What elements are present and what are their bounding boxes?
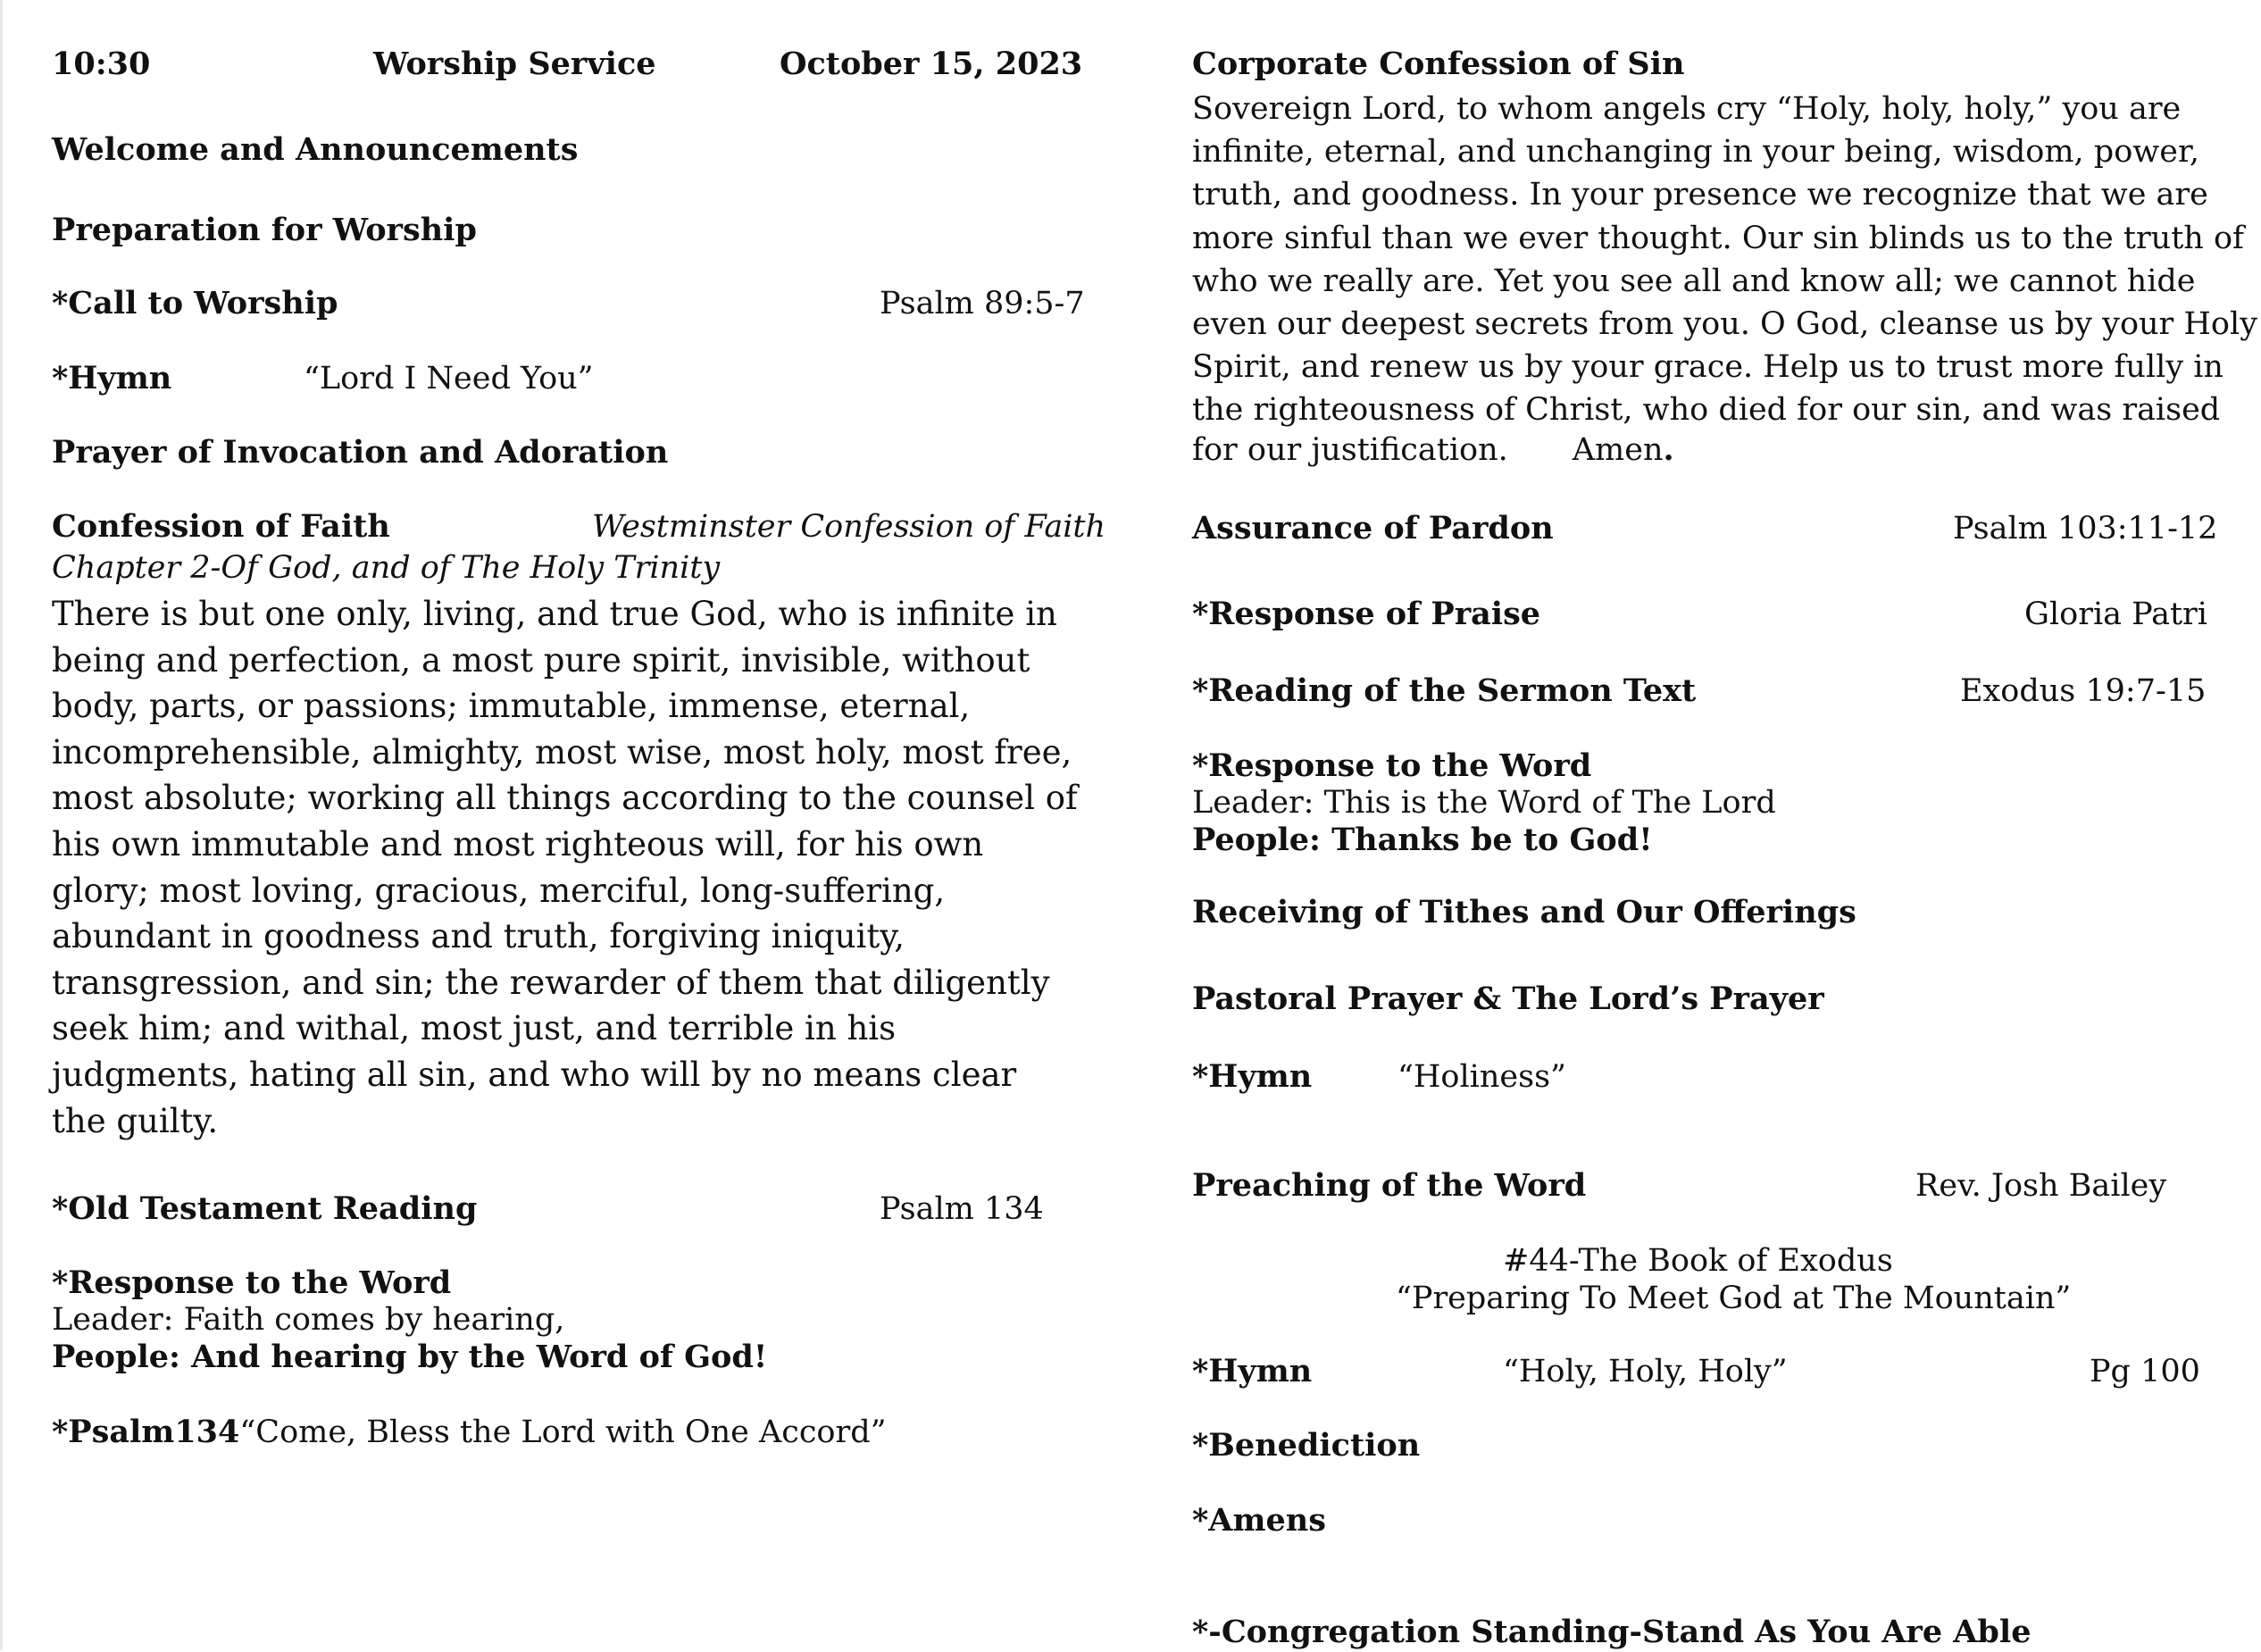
corporate-confession-text-line: the righteousness of Christ, who died for our sin, and was raised	[1192, 392, 2221, 429]
corporate-confession-last-line	[1192, 430, 1674, 470]
confession-of-faith-text-line: body, parts, or passions; immutable, immense, eternal,	[52, 687, 971, 726]
confession-of-faith-text-line: judgments, hating all sin, and who will by no means clear	[52, 1055, 1017, 1094]
confession-of-faith-text-line: being and perfection, a most pure spirit, invisible, without	[52, 640, 1030, 680]
hymn-2-title: “Holiness”	[1397, 1059, 1566, 1095]
preacher-name: Rev. Josh Bailey	[1915, 1168, 2167, 1204]
corporate-confession-final-text: for our justification.	[1192, 432, 1508, 468]
call-to-worship-ref: Psalm 89:5-7	[880, 286, 1085, 321]
response-praise-label: *Response of Praise	[1192, 596, 1541, 632]
corporate-confession-text-line: who we really are. Yet you see all and know all; we cannot hide	[1192, 263, 2196, 299]
preaching-label: Preaching of the Word	[1192, 1167, 1587, 1204]
response-1-label: *Response to the Word	[52, 1264, 452, 1301]
response-2-label: *Response to the Word	[1192, 747, 1592, 784]
response-praise-ref: Gloria Patri	[2024, 597, 2207, 632]
confession-of-faith-text-line: most absolute; working all things according to the counsel of	[52, 779, 1078, 818]
confession-of-faith-text-line: his own immutable and most righteous will, for his own	[52, 825, 984, 864]
call-to-worship-label: *Call to Worship	[52, 285, 338, 321]
page-edge	[0, 0, 3, 1650]
corporate-confession-text-line: infinite, eternal, and unchanging in your being, wisdom, power,	[1192, 134, 2199, 171]
sermon-text-label: *Reading of the Sermon Text	[1192, 672, 1697, 709]
invocation-heading: Prayer of Invocation and Adoration	[52, 434, 669, 471]
ot-reading-ref: Psalm 134	[880, 1191, 1044, 1227]
hymn-1-title: “Lord I Need You”	[304, 361, 594, 396]
assurance-label: Assurance of Pardon	[1192, 510, 1554, 546]
hymn-3-label: *Hymn	[1192, 1353, 1313, 1389]
psalm-sung	[52, 1413, 887, 1452]
pastoral-prayer-heading: Pastoral Prayer & The Lord’s Prayer	[1192, 980, 1824, 1017]
hymn-2-label: *Hymn	[1192, 1058, 1313, 1095]
service-time: 10:30	[52, 46, 151, 82]
amens-heading: *Amens	[1192, 1502, 1326, 1539]
benediction-heading: *Benediction	[1192, 1427, 1421, 1464]
amen-text: Amen	[1572, 432, 1664, 468]
confession-of-faith-text-line: seek him; and withal, most just, and terrible in his	[52, 1009, 897, 1048]
confession-of-faith-text-line: There is but one only, living, and true God, who is infinite in	[52, 595, 1057, 633]
sermon-series: #44-The Book of Exodus	[1503, 1243, 1893, 1279]
response-2-leader: Leader: This is the Word of The Lord	[1192, 785, 1776, 821]
ot-reading-label: *Old Testament Reading	[52, 1190, 478, 1227]
hymn-3-title: “Holy, Holy, Holy”	[1503, 1354, 1788, 1389]
psalm-sung-label: *Psalm134	[52, 1414, 240, 1450]
corporate-confession-text-line: truth, and goodness. In your presence we recognize that we are	[1192, 177, 2208, 213]
confession-of-faith-text-line: the guilty.	[52, 1101, 219, 1140]
welcome-heading: Welcome and Announcements	[52, 131, 579, 168]
response-1-leader: Leader: Faith comes by hearing,	[52, 1302, 565, 1338]
assurance-ref: Psalm 103:11-12	[1953, 511, 2218, 546]
corporate-confession-label: Corporate Confession of Sin	[1192, 46, 1685, 82]
response-1-people: People: And hearing by the Word of God!	[52, 1339, 768, 1375]
amen-period: .	[1663, 431, 1674, 468]
confession-chapter: Chapter 2-Of God, and of The Holy Trinity	[52, 550, 721, 586]
psalm-sung-title: “Come, Bless the Lord with One Accord”	[239, 1414, 887, 1450]
corporate-confession-text-line: Spirit, and renew us by your grace. Help us to trust more fully in	[1192, 349, 2223, 386]
standing-footnote: *-Congregation Standing-Stand As You Are Able	[1192, 1614, 2032, 1650]
corporate-confession-text-line: even our deepest secrets from you. O God, cleanse us by your Holy	[1192, 306, 2257, 342]
hymn-1-label: *Hymn	[52, 360, 172, 396]
confession-of-faith-text-line: transgression, and sin; the rewarder of them that diligently	[52, 963, 1050, 1002]
service-date: October 15, 2023	[780, 46, 1083, 82]
confession-of-faith-text-line: incomprehensible, almighty, most wise, most holy, most free,	[52, 732, 1072, 772]
sermon-title: “Preparing To Meet God at The Mountain”	[1396, 1281, 2072, 1316]
confession-of-faith-text-line: glory; most loving, gracious, merciful, long-suffering,	[52, 871, 946, 910]
confession-source: Westminster Confession of Faith	[592, 509, 1106, 545]
tithes-heading: Receiving of Tithes and Our Offerings	[1192, 894, 1856, 930]
preparation-heading: Preparation for Worship	[52, 212, 477, 248]
hymn-3-page: Pg 100	[2090, 1354, 2200, 1389]
corporate-confession-text-line: Sovereign Lord, to whom angels cry “Holy, holy, holy,” you are	[1192, 91, 2182, 127]
confession-of-faith-text-line: abundant in goodness and truth, forgiving iniquity,	[52, 917, 905, 956]
response-2-people: People: Thanks be to God!	[1192, 822, 1653, 858]
service-title: Worship Service	[373, 46, 656, 82]
corporate-confession-text-line: more sinful than we ever thought. Our sin blinds us to the truth of	[1192, 220, 2244, 256]
confession-of-faith-label: Confession of Faith	[52, 508, 390, 545]
sermon-text-ref: Exodus 19:7-15	[1960, 673, 2207, 709]
